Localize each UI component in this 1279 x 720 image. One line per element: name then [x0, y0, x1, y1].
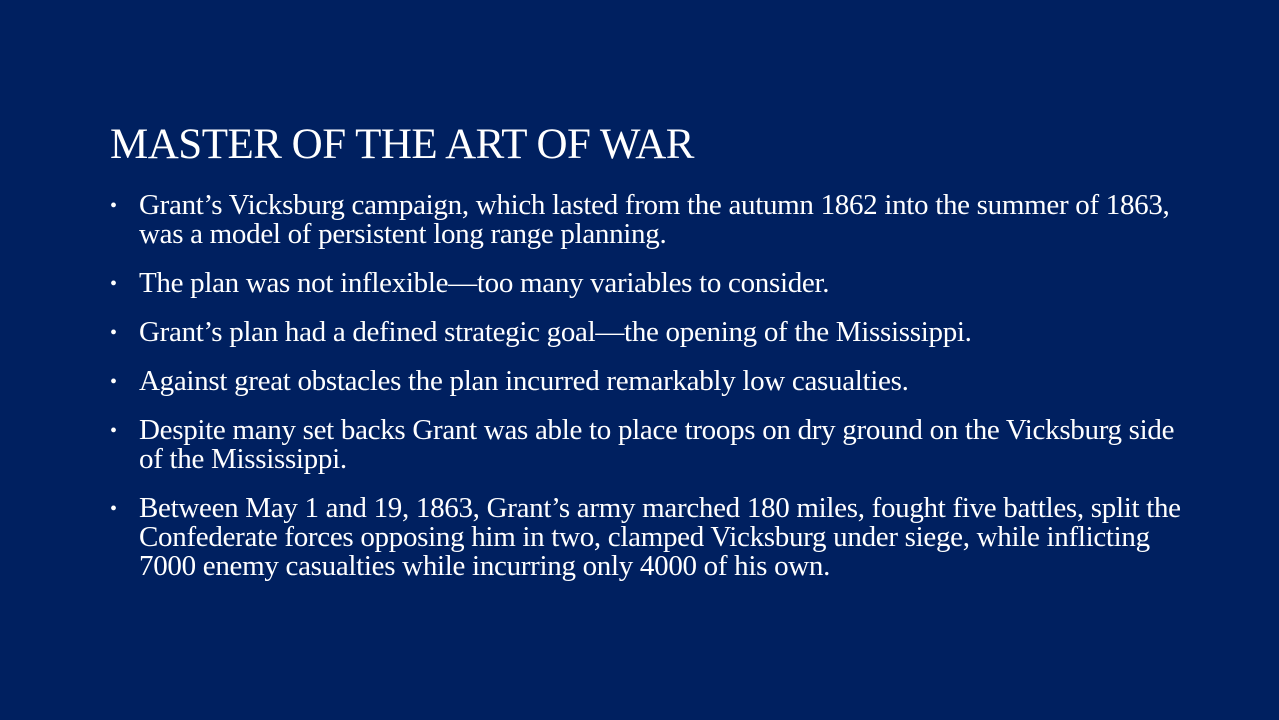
bullet-item	[110, 416, 1190, 474]
bullet-item	[110, 191, 1190, 249]
bullet-item	[110, 318, 1190, 347]
bullet-icon: •	[110, 195, 117, 217]
bullet-icon: •	[110, 273, 117, 295]
bullet-icon: •	[110, 420, 117, 442]
slide-title: MASTER OF THE ART OF WAR	[110, 121, 694, 168]
bullet-item	[110, 269, 1190, 298]
bullet-text: Despite many set backs Grant was able to place troops on dry ground on the Vicksburg side of the Mississippi.	[139, 414, 1175, 475]
bullet-icon: •	[110, 371, 117, 393]
bullet-text: Against great obstacles the plan incurred remarkably low casualties.	[139, 365, 909, 397]
bullet-text: Grant’s Vicksburg campaign, which lasted from the autumn 1862 into the summer of 1863, was a model of persistent long range planning.	[139, 189, 1170, 250]
bullet-item	[110, 494, 1190, 581]
bullet-text: Between May 1 and 19, 1863, Grant’s army marched 180 miles, fought five battles, split the Confederate forces opposing him in two, clamped Vicksburg under siege, while inflicting 7000 enemy casualties while incurring only 4000 of his own.	[139, 492, 1181, 582]
bullet-item	[110, 367, 1190, 396]
bullet-text: The plan was not inflexible—too many variables to consider.	[139, 267, 830, 299]
bullet-icon: •	[110, 322, 117, 344]
bullet-icon: •	[110, 498, 117, 520]
bullet-text: Grant’s plan had a defined strategic goal—the opening of the Mississippi.	[139, 316, 972, 348]
bullet-list	[110, 191, 1190, 601]
